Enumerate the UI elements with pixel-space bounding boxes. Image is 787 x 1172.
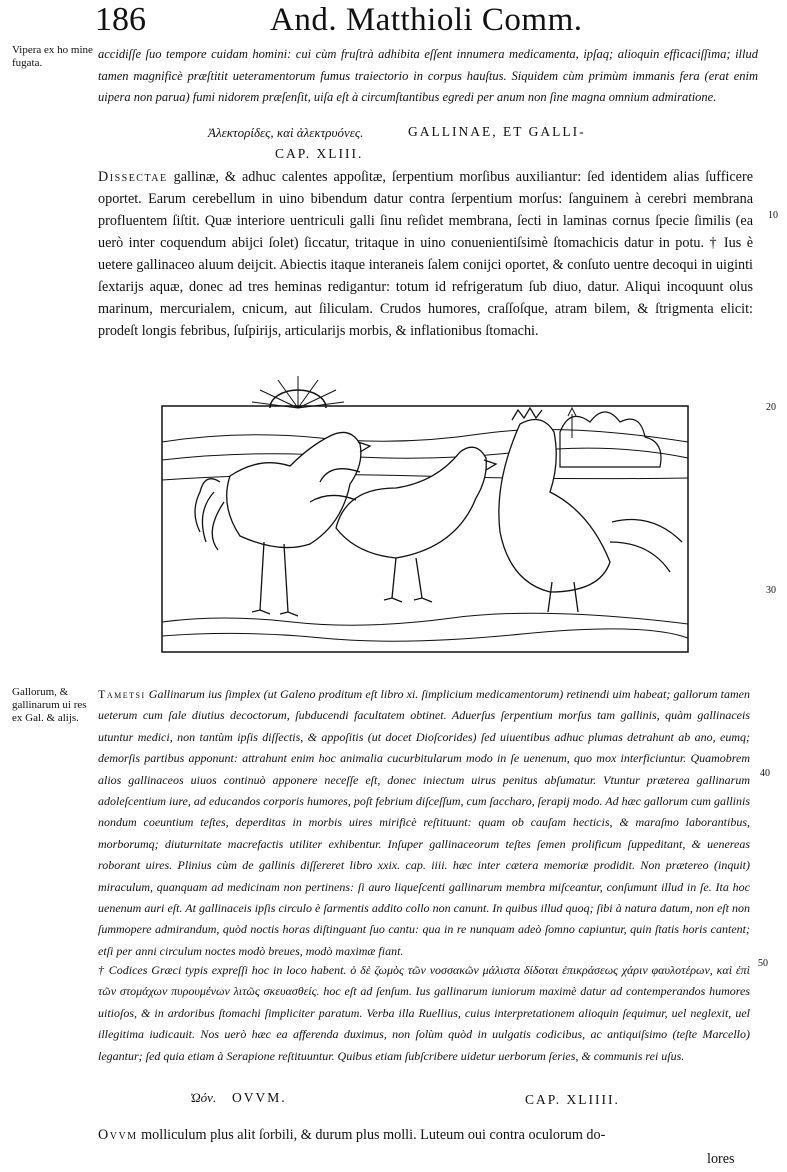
sun-icon [252,376,344,408]
chapter-paragraph-3: † Codices Græci typis expreſſi hoc in loco habent. ὁ δὲ ζωμὸς τῶν νοσσακῶν μάλιστα δίδοται ἐπικράσεως χάριν φαυλοτέρων, καὶ ἐπὶ τῶν στομάχων πυρουμένων λιτῶς σκευασθείς. hoc eſt ad ſenſum. Ius gallinarum iuniorum maximè datur ad contemperandos humores uitioſos, & in ardoribus ſtomachi ſimpliciter paratum. Verba illa Ruellius, cuius interpretationem alioquin ſequimur, uel neglexit, uel illegitima iudicauit. Nos uerò hæc ea afferenda duximus, non ſolùm quòd in uulgatis codicibus, ac antiquiſsimo (teſte Marcello) legantur; ſed quia etiam à Serapione reſtituuntur. Quibus etiam ſubſcribere uidetur uerborum ſeries, & communis rei uſus. [98,963,750,1063]
line-number: 30 [766,585,776,596]
landscape-trees-icon [560,408,661,467]
margin-note-vipera: Vipera ex ho mine fugata. [12,44,93,69]
intro-paragraph: accidiſſe ſuo tempore cuidam homini: cui cùm fruſtrà adhibita eſſent innumera medicamenta, ipſaq; alioquin efficaciſſima; illud tamen magnificè præſtitit ueteramentorum fumus traiectorio in corpus hauſtus. Siquidem cùm primùm immanis fera (erat enim uipera non parua) fumi nidorem præſenſit, uiſa eſt à circumſtantibus egredi per anum non ſine magna omnium admiratione. [98,47,758,104]
chapter-greek-title: Ἀλεκτορίδες, καὶ ἀλεκτρυόνες. [208,125,364,140]
rooster-right-icon [499,408,682,612]
chapter-paragraph-4 [98,1124,750,1146]
lead-word: Ovvm [98,1127,138,1143]
chapter-paragraph-1 [98,166,753,342]
line-number: 10 [768,210,778,221]
catchword: lores [707,1151,735,1167]
line-number: 40 [760,768,770,779]
chapter-greek-title: Ὠόν. [190,1090,217,1105]
lead-word: Tametsi [98,687,146,701]
running-head: And. Matthioli Comm. [270,2,583,38]
line-number: 50 [758,958,768,969]
paragraph-text: molliculum plus alit ſorbili, & durum plus molli. Luteum oui contra oculorum do- [141,1127,606,1143]
margin-note-gallorum: Gallorum, & gallinarum ui res ex Gal. & alijs. [12,686,87,724]
chapter-title: OVVM. [232,1090,287,1105]
chapter-title: GALLINAE, ET GALLI- [408,124,586,139]
paragraph-text: Gallinarum ius ſimplex (ut Galeno proditum eſt libro xi. ſimplicium medicamentorum) retinendi uim habeat; gallorum tamen ueterum cum ſale diutius decoctorum, ſubducendi facultatem obtinet. Aduerſus ſerpentium morſus tam gallinis, quàm gallinaceis utuntur medici, non tantùm ipſis diſſectis, & appoſitis (ut docet Dioſcorides) ſed uiuentibus adhuc plumas detrahunt ab ano, eumq; demorſis partibus apponunt: attrahunt enim hoc animalia cucurbitularum modo in ſe uenenum, quo mox interficiuntur. Quamobrem alios gallinaceos uiuos continuò apponere neceſſe eſt, donec iniectum uirus penitus abſumatur. Vtuntur præterea gallinarum adoleſcentium iure, ad educandos corporis humores, poſt febrium diſceſſum, cum ſaccharo, ſerapij modo. Ad hæc gallorum cum gallinis nondum coeuntium teſtes, deperditas in morbis uires mirificè reſtituunt: quam ob cauſam hecticis, & maraſmo laborantibus, morborumq; diuturnitate macrefactis utiliter exhibentur. Inſuper gallinaceorum teſtes ſemen prolificum ſuppeditant, & uenereas roborant uires. Plinius cùm de gallinis diſſereret libro xxix. cap. iiii. hæc inter cætera memoriæ prodidit. Non prætereo (inquit) miraculum, quanquam ad medicinam non pertinens: ſi auro liqueſcenti gallinarum membra miſceantur, conſumunt illud in ſe. Ita hoc uenenum auri eſt. At gallinaceis ipſis circulo è ſarmentis addito collo non canunt. In quibus illud quoq; ſibi à natura datum, non eſt non ſummopere admirandum, quòd noctis horas diſtinguant ſuo cantu: qua in re nunquam adeò ſomno capiuntur, quin ſtatis horis cantent; etſi per anni circulum noctes modò breues, modò maximæ fiant. [98,687,751,958]
line-number: 20 [766,402,776,413]
page-number: 186 [95,1,146,38]
woodcut-illustration [160,372,690,654]
chapter-number: CAP. XLIIII. [525,1092,620,1107]
lead-word: Dissectae [98,169,168,185]
paragraph-text: gallinæ, & adhuc calentes appoſitæ, ſerpentium morſibus auxiliantur: ſed identidem alias ſufficere oportet. Earum cerebellum in uino bibendum datur contra ſerpentium morſus: ſanguinem à cerebri membrana profluentem ſiſtit. Quæ interiore uentriculi galli ſinu reſidet membrana, ſecti in laminas cornus ſpecie ſimilis (ea uerò inter coquendum abijci ſolet) ſiccatur, tritaque in uino conuenientiſsimè ſtomachicis datur in potu. † Ius è uetere gallinaceo aluum deijcit. Abiectis itaque interaneis ſalem conijci oportet, & conſuto uentre decoqui in uiginti ſextarijs aquæ, donec ad tres heminas redigantur: totum id refrigeratum ſub diuo, datur. Aliqui incoquunt olus marinum, mercurialem, cnicum, aut ſiliculam. Crudos humores, craſſoſque, atram bilem, & ſtrigmenta elicit: prodeſt longis febribus, ſuſpirijs, articularijs morbis, & inflationibus ſtomachi. [98,169,754,339]
chapter-number: CAP. XLIII. [275,146,364,161]
chapter-paragraph-2 [98,684,750,962]
